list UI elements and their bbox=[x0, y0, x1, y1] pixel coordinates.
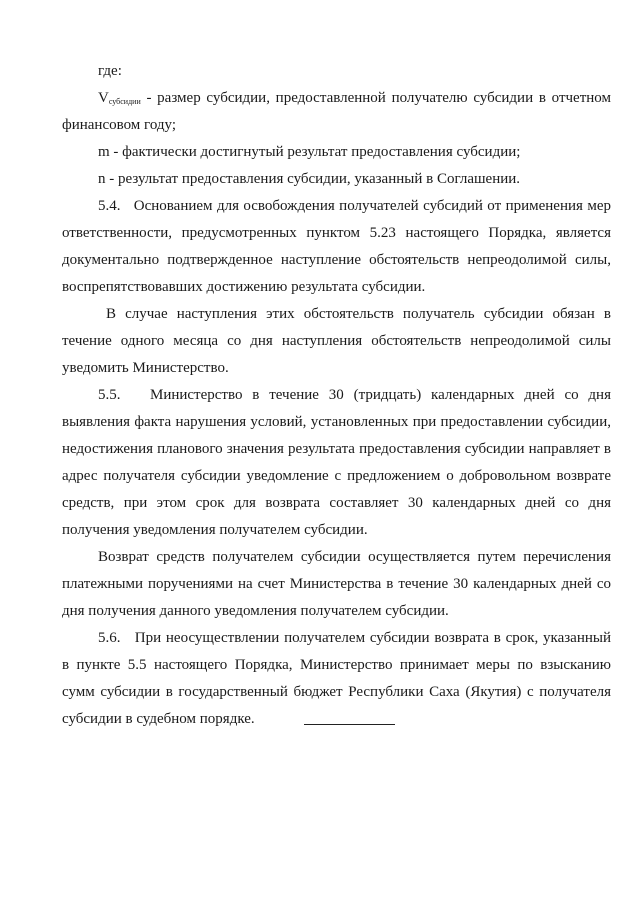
paragraph-5-6-text: При неосуществлении получателем субсидии возврата в срок, указанный в пункте 5.5 настоящего Порядка, Министерство принимает меры по взысканию сумм субсидии в государственный бюджет Республики Саха (Якутия) с получателя субсидии в судебном порядке. bbox=[62, 630, 612, 727]
document-body bbox=[62, 58, 611, 733]
paragraph-5-5-number: 5.5. bbox=[98, 387, 121, 403]
paragraph-5-4 bbox=[62, 193, 611, 301]
paragraph-5-6 bbox=[62, 625, 611, 733]
closing-separator-line bbox=[304, 724, 395, 725]
paragraph-5-4-text: Основанием для освобождения получателей субсидий от применения мер ответственности, предусмотренных пунктом 5.23 настоящего Порядка, является документально подтвержденное наступление обстоятельств непреодолимой силы, воспрепятствовавших достижению результата субсидии. bbox=[62, 198, 611, 295]
paragraph-5-5 bbox=[62, 382, 611, 544]
n-definition: n - результат предоставления субсидии, указанный в Соглашении. bbox=[98, 171, 521, 187]
v-subscript: субсидии bbox=[108, 97, 141, 106]
m-definition: m - фактически достигнутый результат предоставления субсидии; bbox=[98, 144, 521, 160]
paragraph-5-6-number: 5.6. bbox=[98, 630, 121, 646]
paragraph-5-5-text: Министерство в течение 30 (тридцать) календарных дней со дня выявления факта нарушения условий, установленных при предоставлении субсидии, недостижения планового значения результата предоставления субсидии направляет в адрес получателя субсидии уведомление с предложением о добровольном возврате средств, при этом срок для возврата составляет 30 календарных дней со дня получения уведомления получателем субсидии. bbox=[62, 387, 611, 538]
paragraph-5-4-continuation: В случае наступления этих обстоятельств получатель субсидии обязан в течение одного месяца со дня наступления обстоятельств непреодолимой силы уведомить Министерство. bbox=[62, 306, 611, 376]
where-label: где: bbox=[98, 63, 122, 79]
paragraph-5-5-continuation: Возврат средств получателем субсидии осуществляется путем перечисления платежными поручениями на счет Министерства в течение 30 календарных дней со дня получения данного уведомления получателем субсидии. bbox=[62, 549, 611, 619]
v-symbol: V bbox=[98, 90, 109, 106]
v-definition bbox=[62, 85, 611, 139]
paragraph-5-4-number: 5.4. bbox=[98, 198, 121, 214]
v-definition-text: - размер субсидии, предоставленной получателю субсидии в отчетном финансовом году; bbox=[62, 90, 611, 133]
